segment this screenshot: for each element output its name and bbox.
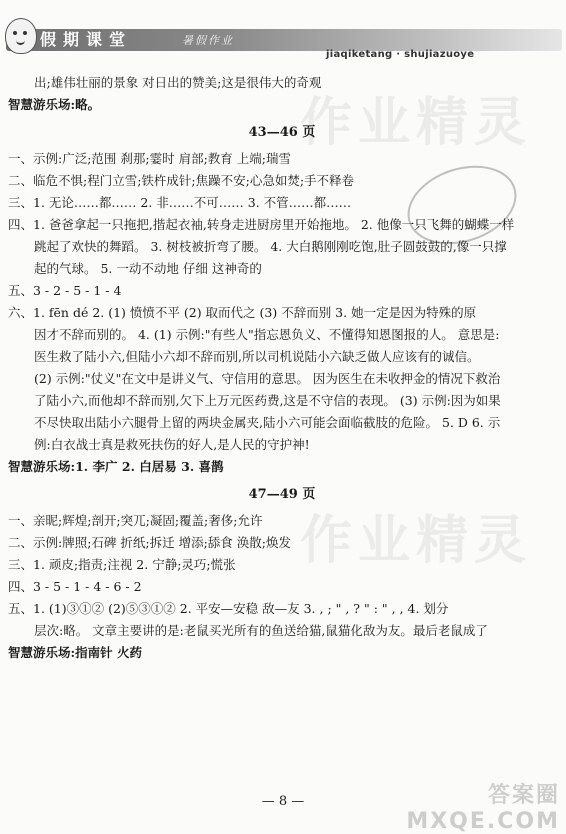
answer-line: 了陆小六,而他却不辞而别,欠下上万元医药费,这是不守信的表现。 (3) 示例:因为如果	[34, 393, 501, 408]
section-title: 43—46 页	[248, 125, 316, 140]
page-header	[0, 0, 566, 66]
header-pinyin: jiaqiketang · shujiazuoye	[326, 49, 475, 60]
answer-line: 医生救了陆小六,但陆小六却不辞而别,所以司机说陆小六缺乏做人应该有的诚信。	[34, 349, 480, 364]
answer-line: 二、示例:牌照;石碑 折纸;拆迁 增添;舔食 涣散;焕发	[8, 535, 291, 550]
answer-line: 三、1. 顽皮;指责;注视 2. 宁静;灵巧;慌张	[8, 557, 236, 572]
game-answer-line: 智慧游乐场:指南针 火药	[8, 645, 142, 660]
game-answer-line: 智慧游乐场:1. 李广 2. 白居易 3. 喜鹊	[8, 459, 224, 474]
answer-line: 六、1. fēn dé 2. (1) 愤愤不平 (2) 取而代之 (3) 不辞而别 3. 她一定是因为特殊的原	[8, 305, 477, 320]
site-watermark-logo: 答案圈 MXQE.COM	[406, 783, 560, 834]
answer-line: 三、1. 无论……都…… 2. 非……不可…… 3. 不管……都……	[8, 195, 352, 210]
answer-line: 二、临危不惧;程门立雪;铁杵成针;焦躁不安;心急如焚;手不释卷	[8, 173, 355, 188]
page-number: — 8 —	[261, 794, 305, 809]
watermark-top: 作业精灵	[300, 93, 533, 153]
answer-line: 出;雄伟壮丽的景象 对日出的赞美;这是很伟大的奇观	[34, 75, 322, 90]
watermark-bottom: 作业精灵	[300, 511, 533, 571]
answer-line: 起的气球。 5. 一动不动地 仔细 这神奇的	[34, 261, 262, 276]
answer-line: 因才不辞而别的。 4. (1) 示例:"有些人"指忘恩负义、不懂得知恩图报的人。 意思是:	[34, 327, 500, 342]
header-subtitle: 暑假作业	[182, 34, 234, 47]
answer-line: 五、3 - 2 - 5 - 1 - 4	[8, 283, 122, 298]
answer-line: (2) 示例:"仗义"在文中是讲义气、守信用的意思。 因为医生在未收押金的情况下救治	[34, 371, 501, 386]
header-title: 假期课堂	[40, 30, 133, 49]
section-title: 47—49 页	[248, 487, 316, 502]
answer-line: 不尽快取出陆小六腿骨上留的两块金属夹,陆小六可能会面临截肢的危险。 5. D 6. 示	[34, 415, 501, 430]
mascot-icon	[5, 18, 37, 54]
answer-line: 四、1. 爸爸拿起一只拖把,揩起衣袖,转身走进厨房里开始拖地。 2. 他像一只飞舞的蝴蝶一样	[8, 217, 515, 232]
answer-line: 一、示例:广泛;范围 刹那;霎时 肩部;教育 上端;瑞雪	[8, 151, 291, 166]
answer-line: 五、1. (1)③①② (2)⑤③①② 2. 平安—安稳 敌—友 3. , ; " , ? " : " , , 4. 划分	[8, 601, 449, 616]
answer-line: 一、亲昵;辉煌;剖开;突兀;凝固;覆盖;奢侈;允许	[8, 513, 263, 528]
answer-line: 四、3 - 5 - 1 - 4 - 6 - 2	[8, 579, 142, 594]
answer-content	[8, 72, 556, 664]
answer-line: 跳起了欢快的舞蹈。 3. 树枝被折弯了腰。 4. 大白鹅刚刚吃饱,肚子圆鼓鼓的,像一只撑	[34, 239, 507, 254]
answer-line: 层次:略。 文章主要讲的是:老鼠买光所有的鱼送给猫,鼠猫化敌为友。最后老鼠成了	[34, 623, 488, 638]
game-answer-line: 智慧游乐场:略。	[8, 97, 101, 112]
answer-line: 例:白衣战士真是救死扶伤的好人,是人民的守护神!	[34, 437, 310, 452]
